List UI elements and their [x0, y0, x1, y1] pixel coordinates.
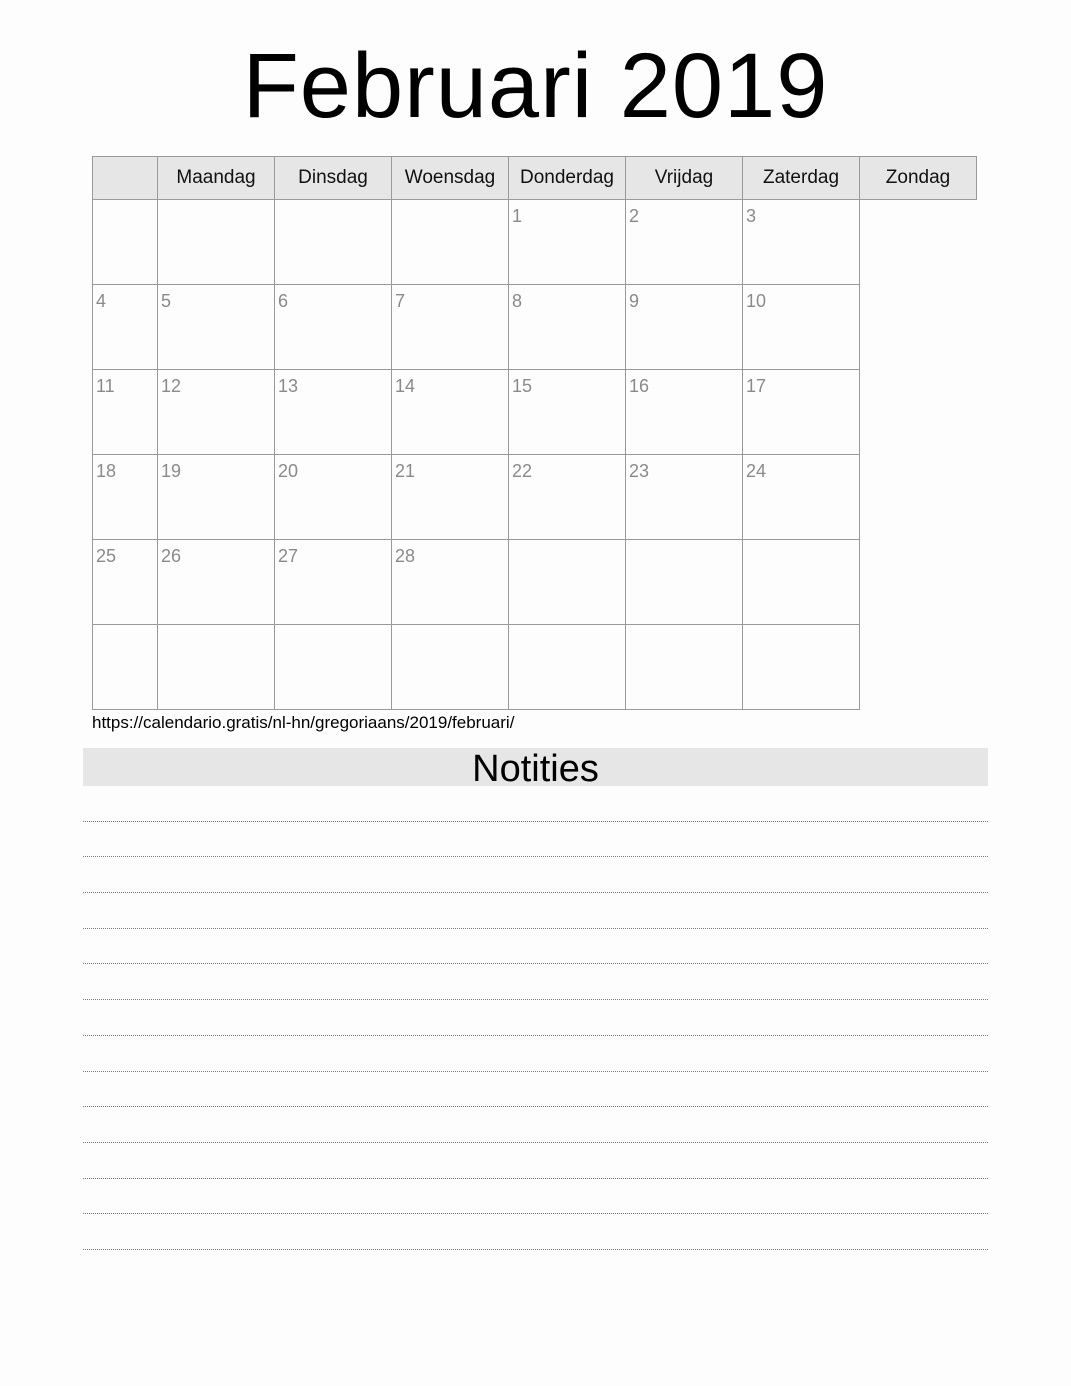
day-number — [275, 625, 391, 631]
day-number: 15 — [512, 376, 533, 396]
day-cell — [743, 540, 860, 625]
day-cell — [743, 285, 860, 370]
day-number: 16 — [629, 376, 650, 396]
day-number — [392, 625, 508, 631]
day-number: 10 — [746, 291, 767, 311]
day-cell — [743, 455, 860, 540]
day-cell — [158, 200, 275, 285]
note-line[interactable] — [83, 1000, 988, 1036]
day-number: 9 — [629, 291, 640, 311]
day-number — [275, 200, 391, 206]
day-cell — [626, 625, 743, 710]
day-number: 4 — [96, 291, 107, 311]
day-number: 12 — [161, 376, 182, 396]
note-line[interactable] — [83, 929, 988, 965]
note-line[interactable] — [83, 893, 988, 929]
day-cell — [626, 455, 743, 540]
note-line[interactable] — [83, 822, 988, 858]
day-number: 19 — [161, 461, 182, 481]
day-number: 27 — [278, 546, 299, 566]
day-cell — [93, 540, 158, 625]
day-number — [743, 540, 859, 546]
note-line[interactable] — [83, 1179, 988, 1215]
day-cell — [509, 370, 626, 455]
note-line[interactable] — [83, 1214, 988, 1250]
day-number: 20 — [278, 461, 299, 481]
day-cell — [743, 625, 860, 710]
notes-lines[interactable] — [83, 786, 988, 1250]
day-number — [509, 625, 625, 631]
day-cell — [158, 285, 275, 370]
calendar-grid — [92, 156, 977, 710]
day-number: 2 — [629, 206, 640, 226]
day-cell — [743, 200, 860, 285]
day-number: 14 — [395, 376, 416, 396]
week-row — [93, 370, 977, 455]
note-line[interactable] — [83, 1036, 988, 1072]
day-cell — [93, 625, 158, 710]
day-cell — [93, 455, 158, 540]
note-line[interactable] — [83, 786, 988, 822]
day-number — [93, 200, 157, 206]
day-number: 25 — [96, 546, 117, 566]
day-cell — [509, 625, 626, 710]
day-cell — [509, 285, 626, 370]
day-cell — [93, 285, 158, 370]
day-cell — [275, 285, 392, 370]
day-number: 13 — [278, 376, 299, 396]
day-cell — [509, 455, 626, 540]
week-row — [93, 200, 977, 285]
day-number: 5 — [161, 291, 172, 311]
day-number: 7 — [395, 291, 406, 311]
day-cell — [275, 200, 392, 285]
day-number — [509, 540, 625, 546]
day-number: 11 — [96, 376, 115, 396]
day-cell — [626, 200, 743, 285]
day-cell — [392, 540, 509, 625]
day-cell — [392, 285, 509, 370]
day-number: 28 — [395, 546, 416, 566]
day-cell — [509, 200, 626, 285]
day-cell — [626, 285, 743, 370]
weekday-header: Zaterdag — [743, 157, 860, 200]
day-number — [626, 625, 742, 631]
day-number: 1 — [512, 206, 523, 226]
note-line[interactable] — [83, 1107, 988, 1143]
weekday-header: Zondag — [860, 157, 977, 200]
day-cell — [275, 540, 392, 625]
weekday-header: Dinsdag — [275, 157, 392, 200]
day-cell — [275, 370, 392, 455]
day-cell — [93, 370, 158, 455]
day-cell — [275, 625, 392, 710]
day-number: 26 — [161, 546, 182, 566]
day-number — [392, 200, 508, 206]
day-cell — [93, 200, 158, 285]
day-number: 3 — [746, 206, 757, 226]
weekday-header: Maandag — [158, 157, 275, 200]
day-number — [158, 200, 274, 206]
source-url: https://calendario.gratis/nl-hn/gregoriaans/2019/februari/ — [92, 713, 515, 732]
day-number: 17 — [746, 376, 767, 396]
calendar-title: Februari 2019 — [242, 35, 829, 137]
note-line[interactable] — [83, 1143, 988, 1179]
note-line[interactable] — [83, 964, 988, 1000]
day-number — [93, 625, 157, 631]
day-number — [626, 540, 742, 546]
note-line[interactable] — [83, 1072, 988, 1108]
day-number: 22 — [512, 461, 533, 481]
day-cell — [158, 540, 275, 625]
day-cell — [392, 200, 509, 285]
day-number: 18 — [96, 461, 117, 481]
day-number: 8 — [512, 291, 523, 311]
day-cell — [626, 370, 743, 455]
weekday-header: Donderdag — [509, 157, 626, 200]
day-number: 6 — [278, 291, 289, 311]
day-cell — [392, 370, 509, 455]
weekday-header-row — [93, 157, 977, 200]
week-side-column — [93, 157, 158, 200]
day-number: 23 — [629, 461, 650, 481]
day-cell — [158, 625, 275, 710]
weekday-header: Woensdag — [392, 157, 509, 200]
week-row — [93, 455, 977, 540]
week-row — [93, 540, 977, 625]
day-number — [743, 625, 859, 631]
week-row — [93, 625, 977, 710]
day-cell — [392, 455, 509, 540]
day-cell — [158, 370, 275, 455]
day-cell — [626, 540, 743, 625]
week-row — [93, 285, 977, 370]
day-number: 24 — [746, 461, 767, 481]
day-cell — [509, 540, 626, 625]
notes-heading: Notities — [83, 748, 988, 786]
day-cell — [392, 625, 509, 710]
day-cell — [275, 455, 392, 540]
day-number: 21 — [395, 461, 416, 481]
day-cell — [158, 455, 275, 540]
note-line[interactable] — [83, 857, 988, 893]
day-cell — [743, 370, 860, 455]
day-number — [158, 625, 274, 631]
weekday-header: Vrijdag — [626, 157, 743, 200]
